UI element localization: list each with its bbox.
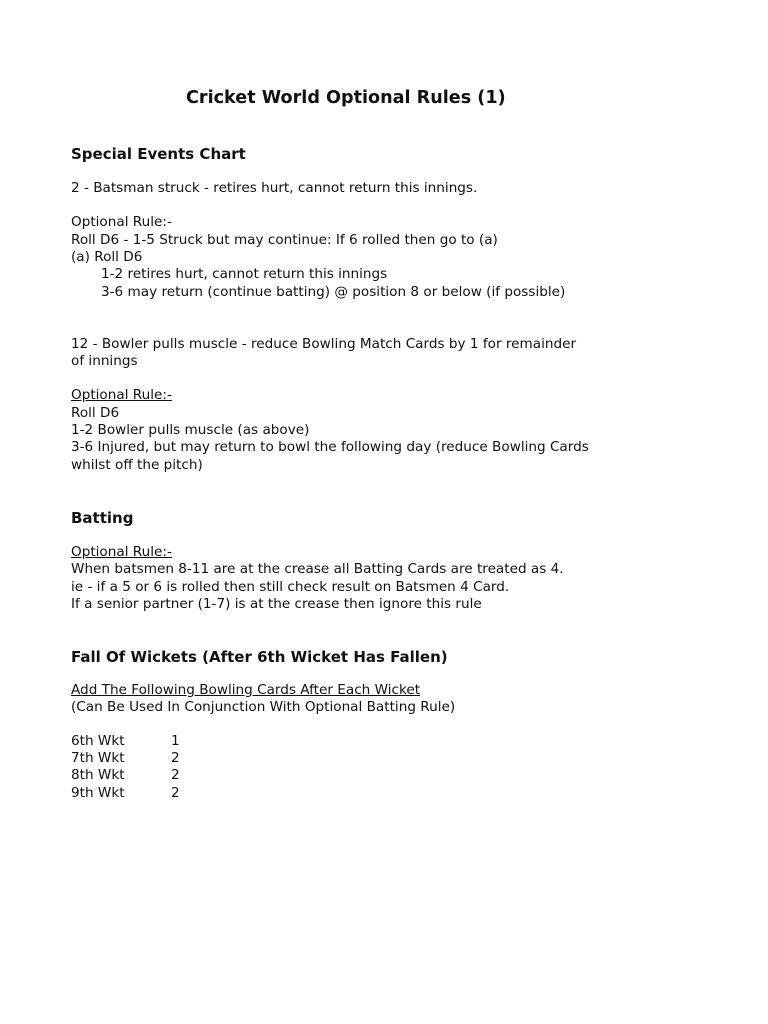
special-events-heading: Special Events Chart bbox=[71, 145, 246, 163]
batting-rule-line: ie - if a 5 or 6 is rolled then still check result on Batsmen 4 Card. bbox=[71, 579, 510, 595]
batting-rule-line: When batsmen 8-11 are at the crease all Batting Cards are treated as 4. bbox=[71, 561, 564, 577]
batting-rule-line: If a senior partner (1-7) is at the crease then ignore this rule bbox=[71, 596, 482, 612]
optional-rule-line: 1-2 Bowler pulls muscle (as above) bbox=[71, 422, 310, 438]
event-12-text: 12 - Bowler pulls muscle - reduce Bowling Match Cards by 1 for remainder bbox=[71, 336, 577, 352]
optional-rule-line: whilst off the pitch) bbox=[71, 457, 203, 473]
event-2-text: 2 - Batsman struck - retires hurt, cannot return this innings. bbox=[71, 180, 478, 196]
optional-rule-subline: 1-2 retires hurt, cannot return this innings bbox=[101, 266, 388, 282]
wicket-cards: 2 bbox=[171, 785, 180, 801]
fall-of-wickets-heading: Fall Of Wickets (After 6th Wicket Has Fallen) bbox=[71, 648, 448, 666]
fall-of-wickets-subheading: Add The Following Bowling Cards After Each Wicket bbox=[71, 682, 421, 698]
optional-rule-line: 3-6 Injured, but may return to bowl the following day (reduce Bowling Cards bbox=[71, 439, 589, 455]
batting-heading: Batting bbox=[71, 509, 134, 527]
optional-rule-label: Optional Rule:- bbox=[71, 544, 172, 560]
optional-rule-line: (a) Roll D6 bbox=[71, 249, 143, 265]
wicket-cards: 2 bbox=[171, 767, 180, 783]
optional-rule-label: Optional Rule:- bbox=[71, 387, 172, 403]
wicket-label: 6th Wkt bbox=[71, 733, 125, 749]
optional-rule-line: Roll D6 bbox=[71, 405, 120, 421]
wicket-cards: 1 bbox=[171, 733, 180, 749]
wicket-cards: 2 bbox=[171, 750, 180, 766]
fall-of-wickets-note: (Can Be Used In Conjunction With Optional Batting Rule) bbox=[71, 699, 456, 715]
page-title: Cricket World Optional Rules (1) bbox=[186, 88, 506, 108]
optional-rule-line: Roll D6 - 1-5 Struck but may continue: If 6 rolled then go to (a) bbox=[71, 232, 498, 248]
wicket-label: 8th Wkt bbox=[71, 767, 125, 783]
event-12-text: of innings bbox=[71, 353, 138, 369]
optional-rule-label: Optional Rule:- bbox=[71, 214, 172, 230]
optional-rule-subline: 3-6 may return (continue batting) @ position 8 or below (if possible) bbox=[101, 284, 566, 300]
wicket-label: 9th Wkt bbox=[71, 785, 125, 801]
wicket-label: 7th Wkt bbox=[71, 750, 125, 766]
